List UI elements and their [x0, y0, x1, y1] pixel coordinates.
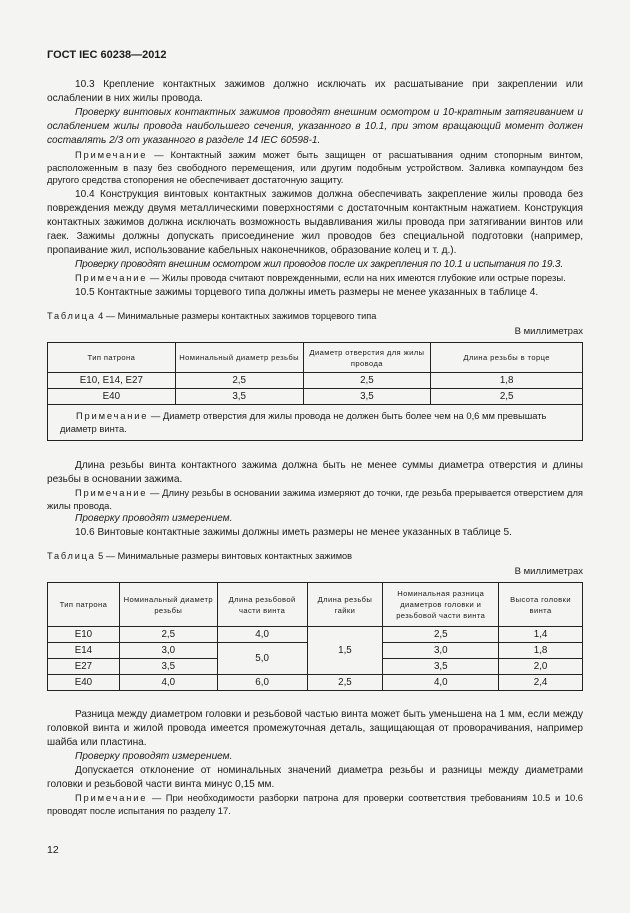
section-10-4 — [47, 188, 583, 285]
table4-caption — [47, 309, 583, 323]
table-cell: 1,8 — [431, 373, 583, 389]
document-header: ГОСТ IEC 60238—2012 — [47, 49, 167, 61]
paragraph-10-6: 10.6 Винтовые контактные зажимы должны иметь размеры не менее указанных в таблице 5. — [75, 527, 512, 538]
closing-check: Проверку проводят измерением. — [75, 751, 233, 762]
thread-length-check: Проверку проводят измерением. — [75, 513, 233, 524]
table4-label: Таблица — [47, 311, 96, 321]
table5-header-cell: Высота головки винта — [499, 583, 583, 627]
table-cell-merged: 5,0 — [217, 643, 307, 675]
thread-length-note — [47, 487, 583, 512]
note-text: — Контактный зажим может быть защищен от расшатывания одним стопорным винтом, расположенным в пазу без свободного перемещения, или другим подобным устройством. Заливка компаундом без другого средства стопорения не обеспечивает достаточную защиту. — [47, 149, 583, 185]
table5-caption — [47, 549, 583, 563]
closing-note — [47, 792, 583, 817]
table-cell: 3,0 — [383, 643, 499, 659]
table-cell: 6,0 — [217, 675, 307, 691]
paragraph-10-4: 10.4 Конструкция винтовых контактных зажимов должна обеспечивать закрепление жилы провода без повреждения между двумя металлическими поверхностями с достаточным контактным нажатием. Конструкция контактных зажимов должна исключать возможность выдавливания жилы провода при затягивании винтов или гаек. Зажимы должны допускать присоединение жил проводов без специальной подготовки (например, пропаивание жил, использование кабельных наконечников, образование колец и т. д.). — [47, 188, 583, 256]
note-text: — Жилы провода считают поврежденными, если на них имеются глубокие или острые порезы. — [147, 271, 566, 283]
closing-paragraph-2: Допускается отклонение от номинальных значений диаметра резьбы и разницы между диаметрами головки и резьбовой части винта минус 0,15 мм. — [47, 765, 583, 790]
table-cell: 3,5 — [119, 659, 217, 675]
closing-paragraph-1: Разница между диаметром головки и резьбовой частью винта может быть уменьшена на 1 мм, если между головкой винта и жилой провода имеется промежуточная деталь, защищающая от проворачивания, например шайба или пластина. — [47, 709, 583, 748]
table-5 — [47, 582, 583, 691]
page-number: 12 — [47, 844, 59, 856]
table-cell: 2,5 — [383, 627, 499, 643]
table-cell: 2,5 — [431, 389, 583, 405]
note-text: — Длину резьбы в основании зажима измеряют до точки, где резьба прерывается отверстием для жилы провода. — [47, 487, 583, 511]
table-cell: 4,0 — [119, 675, 217, 691]
table4-header-cell: Диаметр отверстия для жилы провода — [303, 343, 431, 373]
table4-header-cell: Номинальный диаметр резьбы — [175, 343, 303, 373]
note-label: Примечание — [75, 149, 148, 160]
table-row — [48, 373, 583, 389]
thread-length-section — [47, 459, 583, 540]
paragraph-10-5: 10.5 Контактные зажимы торцевого типа должны иметь размеры не менее указанных в таблице 4. — [75, 287, 539, 298]
table-row — [48, 627, 583, 643]
table4-note-row — [48, 405, 583, 441]
check-10-4: Проверку проводят внешним осмотром жил проводов после их закрепления по 10.1 и испытания по 19.3. — [75, 258, 563, 270]
table-cell: 3,5 — [383, 659, 499, 675]
table5-header-cell: Тип патрона — [48, 583, 120, 627]
check-10-3: Проверку винтовых контактных зажимов проводят внешним осмотром и 10-кратным затягиванием и ослаблением жилы провода наибольшего сечения, указанного в 10.1, при этом вращающий момент должен составлять 2/3 от указанного в разделе 14 IEC 60598-1. — [47, 107, 583, 146]
table-row — [48, 675, 583, 691]
table-cell-merged: 1,5 — [307, 627, 383, 675]
table4-header-cell: Длина резьбы в торце — [431, 343, 583, 373]
table-cell: 4,0 — [383, 675, 499, 691]
note-label: Примечание — [75, 792, 148, 803]
table5-caption-text: 5 — Минимальные размеры винтовых контактных зажимов — [95, 551, 353, 561]
note-text: — Диаметр отверстия для жилы провода не должен быть более чем на 0,6 мм превышать диаметр винта. — [60, 410, 547, 434]
note-10-3 — [47, 149, 583, 187]
table-cell: 1,4 — [499, 627, 583, 643]
table-cell: E40 — [48, 389, 176, 405]
closing-section — [47, 708, 583, 817]
table5-header-cell: Номинальный диаметр резьбы — [119, 583, 217, 627]
table4-caption-text: 4 — Минимальные размеры контактных зажимов торцевого типа — [95, 311, 377, 321]
document-page — [47, 48, 583, 817]
table5-label: Таблица — [47, 551, 96, 561]
table-cell: E10 — [48, 627, 120, 643]
table-cell: E10, E14, E27 — [48, 373, 176, 389]
table-cell: 3,5 — [303, 389, 431, 405]
table-cell: 3,0 — [119, 643, 217, 659]
note-label: Примечание — [75, 487, 148, 498]
table-cell: E40 — [48, 675, 120, 691]
note-10-4 — [47, 272, 583, 285]
table4-units: В миллиметрах — [514, 326, 583, 337]
section-10-3 — [47, 78, 583, 187]
table-cell: 3,5 — [175, 389, 303, 405]
table-cell: 1,8 — [499, 643, 583, 659]
table-cell: 2,5 — [119, 627, 217, 643]
table-cell: E27 — [48, 659, 120, 675]
table5-header-cell: Длина резьбовой части винта — [217, 583, 307, 627]
note-label: Примечание — [75, 271, 148, 283]
table4-note — [48, 405, 583, 441]
table-cell: 2,5 — [175, 373, 303, 389]
table5-header-row — [48, 583, 583, 627]
table-cell: 2,0 — [499, 659, 583, 675]
table5-header-cell: Номинальная разница диаметров головки и резьбовой части винта — [383, 583, 499, 627]
thread-length-paragraph: Длина резьбы винта контактного зажима должна быть не менее суммы диаметра отверстия и длины резьбы в основании зажима. — [47, 460, 583, 485]
note-text: — При необходимости разборки патрона для проверки соответствия требованиям 10.5 и 10.6 проводят после испытания по разделу 17. — [47, 792, 583, 816]
table-4 — [47, 342, 583, 441]
table5-header-cell: Длина резьбы гайки — [307, 583, 383, 627]
note-label: Примечание — [76, 410, 149, 421]
table-cell: 2,5 — [307, 675, 383, 691]
table5-units: В миллиметрах — [514, 566, 583, 577]
table4-header-row — [48, 343, 583, 373]
table4-header-cell: Тип патрона — [48, 343, 176, 373]
table-cell: 2,5 — [303, 373, 431, 389]
table-row — [48, 389, 583, 405]
table-cell: 2,4 — [499, 675, 583, 691]
paragraph-10-3: 10.3 Крепление контактных зажимов должно исключать их расшатывание при закреплении или ослаблении в них жилы провода. — [47, 79, 583, 104]
table-cell: 4,0 — [217, 627, 307, 643]
table-cell: E14 — [48, 643, 120, 659]
